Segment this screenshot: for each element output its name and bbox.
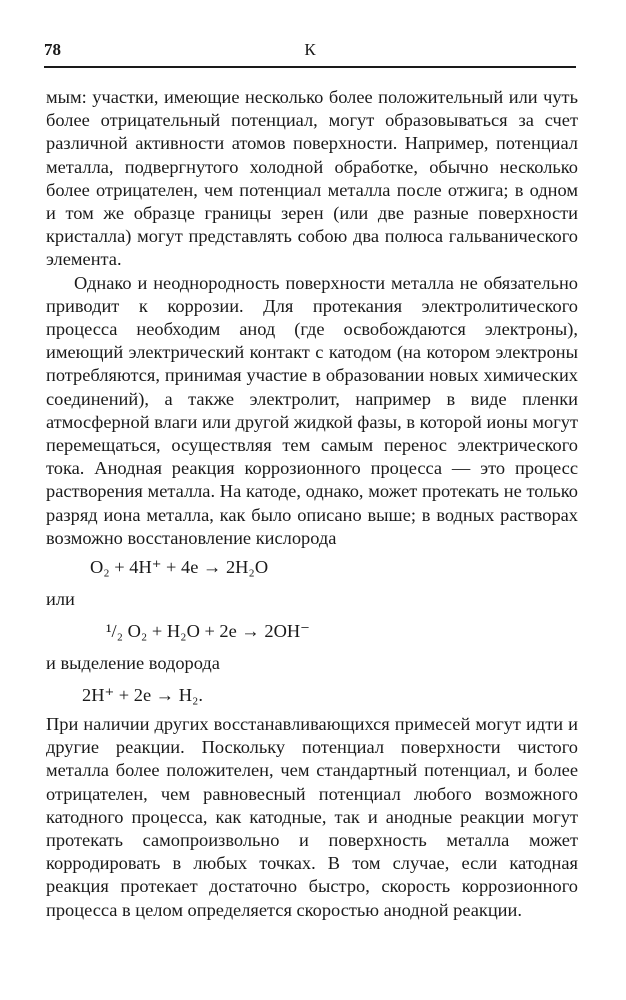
connector-hydrogen: и выделение водорода (46, 653, 220, 674)
page-body (46, 86, 578, 922)
page-header (44, 40, 576, 64)
paragraph-conclusion: При наличии других восстанавливающихся примесей могут идти и другие реакции. Поскольку потенциал поверхности чистого металла более положителен, чем стандартный потенциал, и более отрицателен, чем равновесный потенциал любого возможного катодного процесса, как катодные, так и анодные реакции могут протекать самопроизвольно и поверхность металла может корродировать в любых точках. В том случае, если катодная реакция протекает достаточно быстро, скорость коррозионного процесса в целом определяется скоростью анодной реакции. (46, 714, 578, 920)
equation-oxygen-reduction-neutral: ¹/₂ O₂ + H₂O + 2e → 2OH⁻ (106, 621, 310, 642)
header-rule (44, 66, 576, 68)
equation-hydrogen-evolution: 2H⁺ + 2e → H₂. (82, 685, 203, 706)
equation-oxygen-reduction-acid: O₂ + 4H⁺ + 4e → 2H₂O (90, 557, 269, 578)
connector-or: или (46, 589, 75, 610)
paragraph-continued: мым: участки, имеющие несколько более положительный или чуть более отрицательный потенциал, могут образовываться за счет различной активности атомов поверхности. Например, потенциал металла, подвергнутого холодной обработке, обычно несколько более отрицателен, чем потенциал металла после отжига; в одном и том же образце границы зерен (или две разные поверхности кристалла) могут представлять собою два полюса гальванического элемента. (46, 87, 578, 270)
running-head: К (304, 40, 316, 59)
paragraph-anode-cathode: Однако и неоднородность поверхности металла не обязательно приводит к коррозии. Для протекания электролитического процесса необходим анод (где освобождаются электроны), имеющий электрический контакт с катодом (на котором электроны потребляются, принимая участие в образовании новых химических соединений), а также электролит, например в виде пленки атмосферной влаги или другой жидкой фазы, в которой ионы могут перемещаться, осуществляя тем самым перенос электрического тока. Анодная реакция коррозионного процесса — это процесс растворения металла. На катоде, однако, может протекать не только разряд иона металла, как было описано выше; в водных растворах возможно восстановление кислорода (46, 272, 578, 548)
page-number: 78 (44, 40, 61, 59)
